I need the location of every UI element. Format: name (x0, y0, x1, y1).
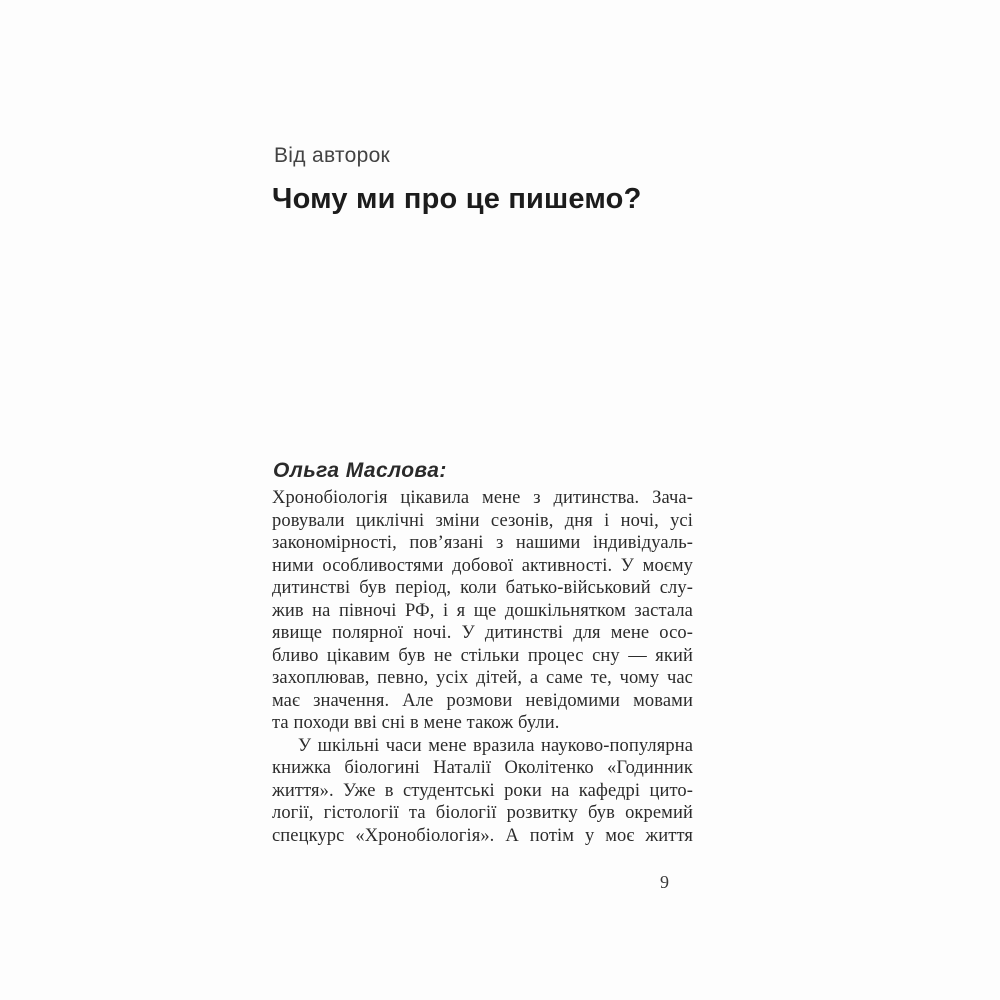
text-line: спецкурс «Хронобіологія». А потім у моє життя (272, 825, 693, 846)
text-line: ними особливостями добової активності. У моєму (272, 555, 693, 576)
chapter-title: Чому ми про це пишемо? (272, 183, 642, 215)
text-line: Хронобіологія цікавила мене з дитинства. Зача- (272, 488, 693, 508)
text-line: явище полярної ночі. У дитинстві для мене осо- (272, 623, 693, 643)
author-name-label: Ольга Маслова: (273, 459, 447, 482)
page-content (272, 0, 693, 1000)
text-line: закономірності, пов’язані з нашими індивідуаль- (272, 533, 693, 553)
body-text (272, 487, 693, 847)
section-kicker: Від авторок (274, 144, 391, 167)
text-line: дитинстві був період, коли батько-військовий слу- (272, 578, 693, 598)
text-line: бливо цікавим був не стільки процес сну — який (272, 645, 693, 666)
text-line: книжка біологині Наталії Околітенко «Годинник (272, 758, 693, 778)
page-number: 9 (660, 872, 669, 892)
text-line: та походи вві сні в мене також були. (272, 713, 560, 733)
text-line: захоплював, певно, усіх дітей, а саме те, чому час (272, 668, 693, 688)
text-line: жив на півночі РФ, і я ще дошкільнятком застала (272, 600, 693, 621)
text-line: логії, гістології та біології розвитку був окремий (272, 803, 693, 823)
text-line: має значення. Але розмови невідомими мовами (272, 690, 693, 711)
text-line: ровували циклічні зміни сезонів, дня і ночі, усі (272, 510, 693, 531)
text-line: життя». Уже в студентські роки на кафедрі цито- (272, 780, 693, 801)
text-line: У шкільні часи мене вразила науково-популярна (298, 735, 693, 756)
